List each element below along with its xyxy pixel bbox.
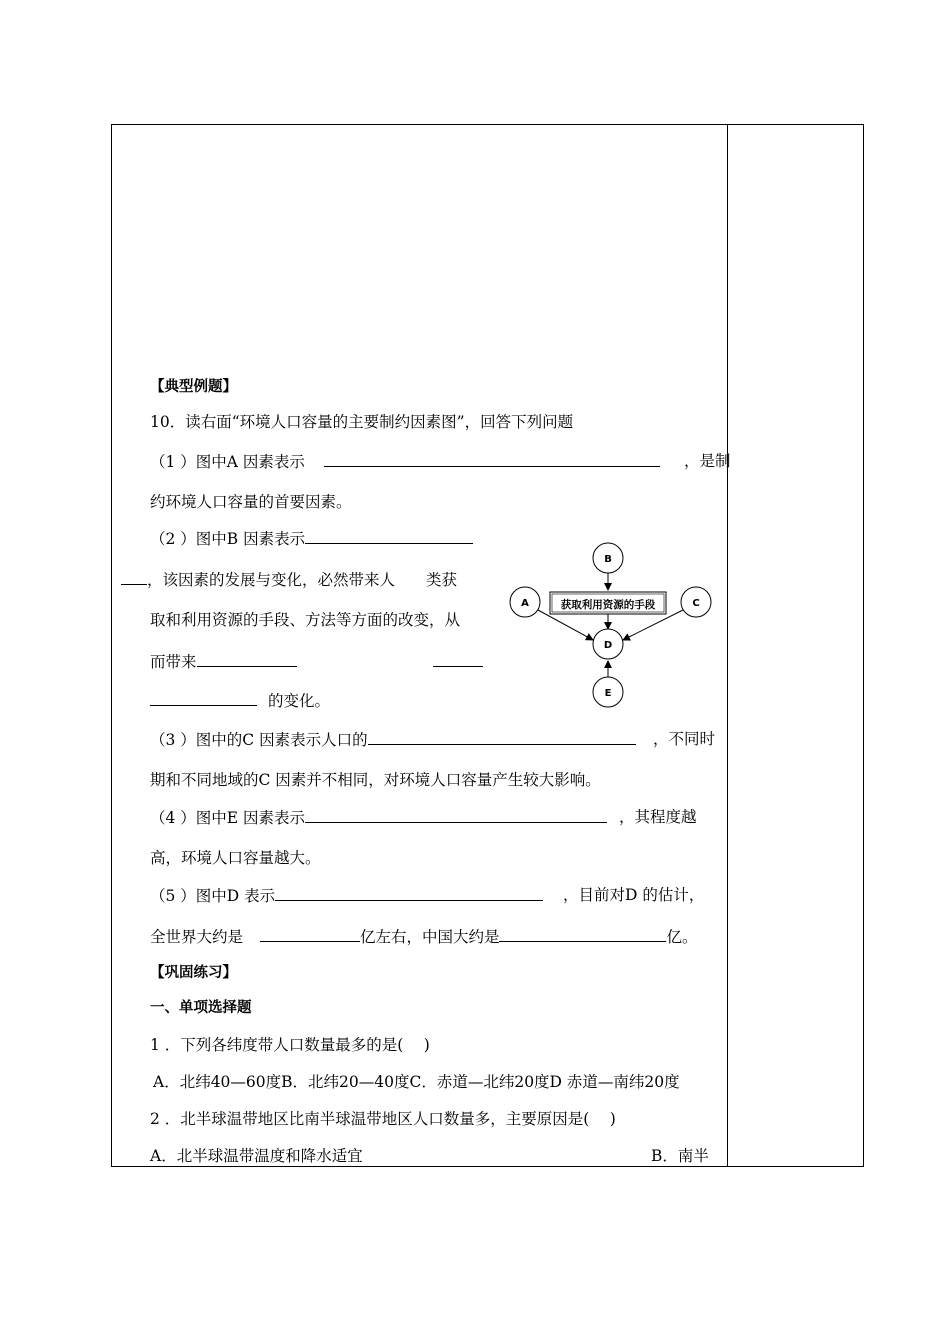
q10-part1: （1 ）图中A 因素表示 bbox=[150, 451, 660, 472]
answer-blank[interactable] bbox=[197, 651, 297, 667]
answer-blank[interactable] bbox=[260, 926, 360, 942]
mc-question-1-options: A．北纬40—60度B．北纬20—40度C．赤道—北纬20度D 赤道—南纬20度 bbox=[153, 1073, 680, 1091]
mc-question-2-option-b: B．南半 bbox=[651, 1147, 709, 1165]
q10-part5-end: ，目前对D 的估计， bbox=[563, 886, 705, 904]
population-capacity-diagram bbox=[505, 538, 727, 710]
node-b-label: B bbox=[604, 554, 612, 565]
q10-part2-cont2: 取和利用资源的手段、方法等方面的改变，从 bbox=[150, 611, 461, 629]
node-e-label: E bbox=[604, 688, 612, 699]
answer-blank[interactable] bbox=[275, 885, 543, 901]
answer-blank[interactable] bbox=[150, 690, 257, 706]
q10-part1-end: ，是制 bbox=[684, 452, 731, 470]
node-d-label: D bbox=[603, 640, 613, 651]
answer-blank[interactable] bbox=[121, 569, 147, 585]
q10-part1-cont: 约环境人口容量的首要因素。 bbox=[150, 493, 352, 511]
mc-question-2: 2 ．北半球温带地区比南半球温带地区人口数量多，主要原因是( ) bbox=[150, 1110, 616, 1128]
answer-blank[interactable] bbox=[305, 528, 473, 544]
q10-part3: （3 ）图中的C 因素表示人口的 bbox=[150, 729, 636, 750]
q10-part2-cont4: 的变化。 bbox=[150, 690, 330, 711]
resource-means-label: 获取利用资源的手段 bbox=[560, 599, 656, 611]
question-10: 10．读右面“环境人口容量的主要制约因素图”，回答下列问题 bbox=[150, 413, 574, 431]
answer-blank[interactable] bbox=[499, 926, 666, 942]
mc-question-2-option-a: A．北半球温带温度和降水适宜 bbox=[150, 1147, 363, 1165]
q10-part2-cont3: 而带来 bbox=[150, 651, 297, 672]
answer-blank[interactable] bbox=[368, 729, 636, 745]
section-single-choice-heading: 一、单项选择题 bbox=[150, 1000, 252, 1016]
q10-part4: （4 ）图中E 因素表示 bbox=[150, 807, 607, 828]
q10-part4-end: ，其程度越 bbox=[619, 808, 697, 826]
section-practice-heading: 【巩固练习】 bbox=[150, 965, 237, 981]
q10-part3-end: ，不同时 bbox=[653, 730, 716, 748]
node-c-label: C bbox=[692, 598, 700, 609]
q10-part5: （5 ）图中D 表示 bbox=[150, 885, 543, 906]
q10-part4-cont: 高，环境人口容量越大。 bbox=[150, 849, 321, 867]
answer-blank[interactable] bbox=[324, 451, 660, 467]
q10-part2-cont: ，该因素的发展与变化，必然带来人 类获 bbox=[121, 569, 457, 590]
q10-part3-cont: 期和不同地域的C 因素并不相同，对环境人口容量产生较大影响。 bbox=[150, 771, 601, 789]
q10-part2: （2 ）图中B 因素表示 bbox=[150, 528, 473, 549]
section-example-heading: 【典型例题】 bbox=[150, 379, 237, 395]
answer-blank[interactable] bbox=[305, 807, 607, 823]
mc-question-1: 1 ．下列各纬度带人口数量最多的是( ) bbox=[150, 1036, 430, 1054]
answer-blank-right[interactable] bbox=[433, 651, 483, 672]
node-a-label: A bbox=[521, 598, 529, 609]
q10-part5-cont: 全世界大约是 亿左右，中国大约是 亿。 bbox=[150, 928, 698, 946]
column-divider bbox=[727, 124, 728, 1167]
